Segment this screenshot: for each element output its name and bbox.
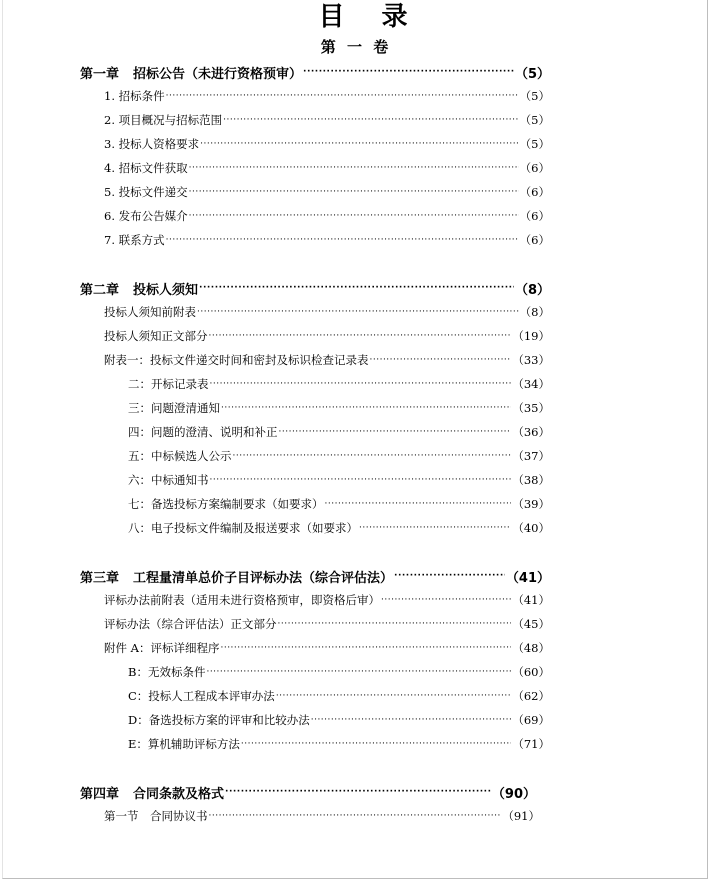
chapter-number: 第四章 <box>80 786 120 802</box>
leader-dots <box>370 355 512 365</box>
toc-item-label: 6. 发布公告媒介 <box>104 209 188 223</box>
toc-item[interactable] <box>128 494 550 514</box>
page-number: （5） <box>519 113 550 127</box>
page-number: （36） <box>512 425 550 439</box>
toc-item[interactable] <box>104 302 550 322</box>
toc-item[interactable] <box>104 590 550 610</box>
toc-item-label: 评标办法（综合评估法）正文部分 <box>104 617 277 631</box>
toc-item-label: 4. 招标文件获取 <box>104 161 188 175</box>
toc-item-label: 2. 项目概况与招标范围 <box>104 113 223 127</box>
page-number: （62） <box>512 689 550 703</box>
leader-dots <box>359 523 511 533</box>
toc-item-label: 六：中标通知书 <box>128 473 209 487</box>
chapter-number: 第三章 <box>80 570 120 586</box>
chapter-number: 第一章 <box>80 66 120 82</box>
toc-item[interactable] <box>104 230 550 250</box>
page-number: （91） <box>502 809 540 823</box>
toc-item-label: C：投标人工程成本评审办法 <box>128 689 275 703</box>
toc-item-label: 三：问题澄清通知 <box>128 401 220 415</box>
leader-dots <box>225 787 491 797</box>
toc-item-label: 附表一：投标文件递交时间和密封及标识检查记录表 <box>104 353 369 367</box>
toc-item[interactable] <box>128 446 550 466</box>
leader-dots <box>189 211 519 221</box>
page-number: （6） <box>519 233 550 247</box>
toc-item-label: 四：问题的澄清、说明和补正 <box>128 425 278 439</box>
chapter-title: 招标公告（未进行资格预审） <box>133 66 303 82</box>
toc-item[interactable] <box>128 398 550 418</box>
leader-dots <box>221 403 511 413</box>
toc-item[interactable] <box>128 422 550 442</box>
leader-dots <box>197 307 519 317</box>
leader-dots <box>166 91 519 101</box>
page-number: （45） <box>512 617 550 631</box>
toc-item[interactable] <box>128 470 550 490</box>
leader-dots <box>210 475 512 485</box>
leader-dots <box>223 115 519 125</box>
toc-item[interactable] <box>104 110 550 130</box>
toc-item[interactable] <box>104 182 550 202</box>
leader-dots <box>279 427 512 437</box>
toc-item[interactable] <box>104 614 550 634</box>
toc-item-label: 投标人须知正文部分 <box>104 329 208 343</box>
chapter-title: 合同条款及格式 <box>133 786 225 802</box>
toc-chapter-4[interactable] <box>80 782 536 802</box>
leader-dots <box>278 619 512 629</box>
toc-chapter-3[interactable] <box>80 566 550 586</box>
toc-item[interactable] <box>128 686 550 706</box>
toc-item[interactable] <box>104 86 550 106</box>
toc-item[interactable] <box>128 374 550 394</box>
toc-item[interactable] <box>104 206 550 226</box>
leader-dots <box>206 667 511 677</box>
leader-dots <box>276 691 512 701</box>
toc-item-label: 七：备选投标方案编制要求（如要求） <box>128 497 324 511</box>
leader-dots <box>199 283 514 293</box>
toc-item[interactable] <box>104 326 550 346</box>
toc-item-label: E：算机辅助评标方法 <box>128 737 240 751</box>
toc-item-label: 评标办法前附表（适用未进行资格预审，即资格后审） <box>104 593 380 607</box>
page-number: （6） <box>519 209 550 223</box>
page-number: （40） <box>512 521 550 535</box>
toc-item-label: 7. 联系方式 <box>104 233 165 247</box>
chapter-title: 投标人须知 <box>133 282 199 298</box>
toc-item-label: 附件 A：评标详细程序 <box>104 641 220 655</box>
leader-dots <box>209 811 502 821</box>
leader-dots <box>303 67 514 77</box>
page-number: （6） <box>519 185 550 199</box>
page-number: （69） <box>512 713 550 727</box>
toc-item-label: 5. 投标文件递交 <box>104 185 188 199</box>
page-number: （39） <box>512 497 550 511</box>
leader-dots <box>200 139 519 149</box>
page-number: （48） <box>512 641 550 655</box>
page-number: （41） <box>505 570 550 586</box>
page-number: （60） <box>512 665 550 679</box>
page-number: （19） <box>512 329 550 343</box>
page-number: （6） <box>519 161 550 175</box>
page-number: （34） <box>512 377 550 391</box>
page-number: （8） <box>519 305 550 319</box>
toc-item[interactable] <box>104 350 550 370</box>
leader-dots <box>189 163 519 173</box>
toc-item[interactable] <box>104 134 550 154</box>
leader-dots <box>241 739 511 749</box>
page-number: （35） <box>512 401 550 415</box>
page-title: 目 录 <box>318 2 422 32</box>
toc-item-label: B：无效标条件 <box>128 665 206 679</box>
toc-item[interactable] <box>104 806 540 826</box>
leader-dots <box>394 571 505 581</box>
toc-item-label: D：备选投标方案的评审和比较办法 <box>128 713 310 727</box>
leader-dots <box>311 715 512 725</box>
leader-dots <box>166 235 519 245</box>
toc-item[interactable] <box>104 638 550 658</box>
leader-dots <box>220 643 511 653</box>
toc-item[interactable] <box>128 710 550 730</box>
volume-subtitle: 第 一 卷 <box>320 38 392 56</box>
page-number: （90） <box>491 786 536 802</box>
leader-dots <box>189 187 519 197</box>
toc-item-label: 五：中标候选人公示 <box>128 449 232 463</box>
toc-item[interactable] <box>104 158 550 178</box>
toc-chapter-1[interactable] <box>80 62 550 82</box>
toc-item-label: 第一节 合同协议书 <box>104 809 208 823</box>
leader-dots <box>209 331 512 341</box>
toc-item-label: 投标人须知前附表 <box>104 305 196 319</box>
toc-item[interactable] <box>128 518 550 538</box>
leader-dots <box>381 595 511 605</box>
leader-dots <box>233 451 512 461</box>
leader-dots <box>210 379 512 389</box>
toc-item-label: 3. 投标人资格要求 <box>104 137 200 151</box>
page-number: （38） <box>512 473 550 487</box>
chapter-title: 工程量清单总价子目评标办法（综合评估法） <box>133 570 394 586</box>
toc-item-label: 二：开标记录表 <box>128 377 209 391</box>
leader-dots <box>325 499 512 509</box>
page-number: （8） <box>514 282 550 298</box>
page-number: （5） <box>519 137 550 151</box>
page-number: （71） <box>512 737 550 751</box>
page-number: （33） <box>512 353 550 367</box>
toc-item[interactable] <box>128 662 550 682</box>
page-number: （37） <box>512 449 550 463</box>
page-number: （41） <box>512 593 550 607</box>
page-number: （5） <box>519 89 550 103</box>
chapter-number: 第二章 <box>80 282 120 298</box>
toc-item[interactable] <box>128 734 550 754</box>
toc-chapter-2[interactable] <box>80 278 550 298</box>
toc-item-label: 八：电子投标文件编制及报送要求（如要求） <box>128 521 358 535</box>
page-number: （5） <box>514 66 550 82</box>
toc-item-label: 1. 招标条件 <box>104 89 165 103</box>
